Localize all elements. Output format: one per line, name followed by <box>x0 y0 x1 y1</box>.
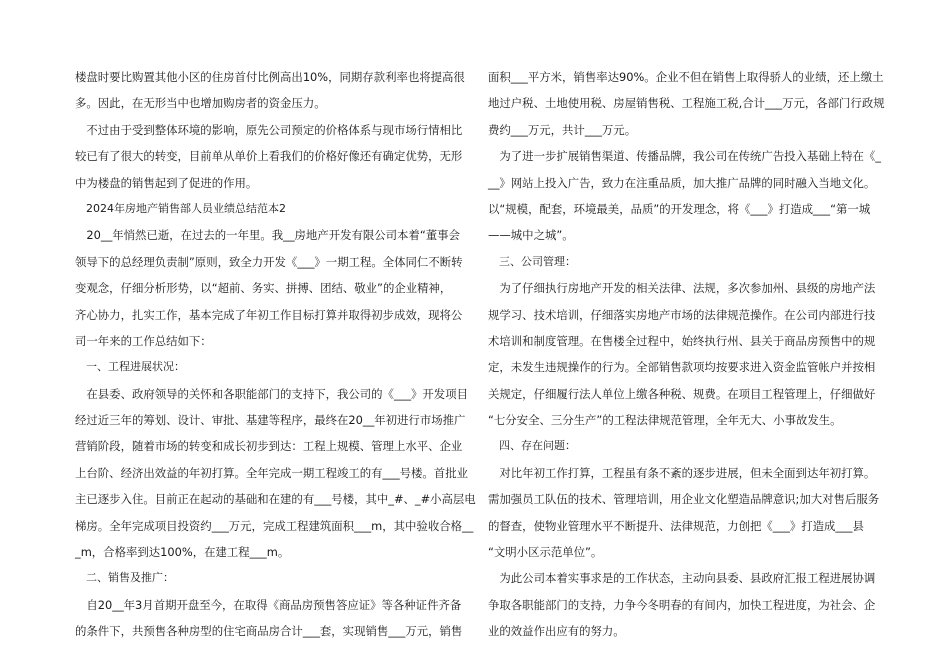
text-line: 为了进一步扩展销售渠道、传播品牌，我公司在传统广告投入基础上特在《_ <box>488 149 881 164</box>
text-line: 争取各职能部门的支持，力争今冬明春的有间内，加快工程进度，为社会、企 <box>488 597 876 612</box>
text-line: 较已有了很大的转变，目前单从单价上看我们的价格好像还有确定优势，无形 <box>75 149 463 164</box>
text-line: 营销阶段，随着市场的转变和成长初步到达：工程上规模、管理上水平、企业 <box>75 439 463 454</box>
text-line: 司一年来的工作总结如下： <box>75 333 212 348</box>
left-text-column <box>75 64 476 645</box>
text-line: __》网站上投入广告，致力在注重品质，加大推广品牌的同时融入当地文化。 <box>488 175 876 190</box>
text-line: 领导下的总经理负责制”原则，致全力开发《___》一期工程。全体同仁不断转 <box>75 254 463 269</box>
text-line: 中为楼盘的销售起到了促进的作用。 <box>75 175 258 190</box>
text-line: 的督查，使物业管理水平不断提升、法律规范，力创把《___》打造成___县 <box>488 518 864 533</box>
text-line: 楼盘时要比购置其他小区的住房首付比例高出10%，同期存款利率也将提高很 <box>75 70 465 84</box>
text-line: 自20__年3月首期开盘至今，在取得《商品房预售答应证》等各种证件齐备 <box>75 597 462 612</box>
text-line: 20__年悄然已逝，在过去的一年里。我__房地产开发有限公司本着“董事会 <box>75 228 460 243</box>
text-line: 梯房。全年完成项目投资约___万元，完成工程建筑面积___m，其中验收合格__ <box>75 518 474 533</box>
text-line: 经过近三年的筹划、设计、审批、基建等程序，最终在20__年初进行市场推广 <box>75 413 466 428</box>
section-heading: 一、工程进展状况： <box>75 360 185 374</box>
text-line: 业的效益作出应有的努力。 <box>488 624 625 639</box>
text-line: 以“规模，配套，环境最美，品质”的开发理念，将《___》打造成___“第一城 <box>488 201 871 216</box>
text-line: 定，未发生违规操作的行为。全部销售款项均按要求进入资金监管帐户并按相 <box>488 360 876 375</box>
text-line: 主已逐步入住。目前正在起动的基础和在建的有___号楼，其中_#、_#小高层电 <box>75 492 476 507</box>
text-line: ——城中之城”。 <box>488 228 574 243</box>
text-line: 费约___万元，共计___万元。 <box>488 122 637 137</box>
text-line: 术培训和制度管理。在售楼全过程中，始终执行州、县关于商品房预售中的规 <box>488 333 876 348</box>
text-line: “七分安全、三分生产”的工程法律规范管理，全年无大、小事故发生。 <box>488 413 842 428</box>
text-line: _m，合格率到达100%，在建工程___m。 <box>75 545 290 560</box>
text-line: 的条件下，共预售各种房型的住宅商品房合计___套，实现销售___万元，销售 <box>75 624 463 639</box>
text-line: 为了仔细执行房地产开发的相关法律、法规，多次参加州、县级的房地产法 <box>488 281 876 296</box>
section-heading: 四、存在问题： <box>488 439 576 453</box>
document-title: 2024年房地产销售部人员业绩总结范本2 <box>75 201 286 215</box>
text-line: 关规定，仔细履行法人单位上缴各种税、规费。在项目工程管理上，仔细做好 <box>488 386 876 401</box>
text-line: 多。因此，在无形当中也增加购房者的资金压力。 <box>75 96 326 111</box>
text-line: 规学习、技术培训，仔细落实房地产市场的法律规范操作。在公司内部进行技 <box>488 307 876 322</box>
text-line: 变观念，仔细分析形势，以“超前、务实、拼搏、团结、敬业”的企业精神， <box>75 281 452 296</box>
section-heading: 二、销售及推广： <box>75 571 174 585</box>
text-line: 上台阶、经济出效益的年初打算。全年完成一期工程竣工的有___号楼。首批业 <box>75 465 468 480</box>
text-line: 需加强员工队伍的技术、管理培训，用企业文化塑造品牌意识;加大对售后服务 <box>488 492 880 507</box>
text-line: “文明小区示范单位”。 <box>488 545 603 560</box>
section-heading: 三、公司管理： <box>488 254 576 268</box>
text-line: 对比年初工作打算，工程虽有条不紊的逐步进展，但未全面到达年初打算。 <box>488 465 876 480</box>
text-line: 在县委、政府领导的关怀和各职能部门的支持下，我公司的《___》开发项目 <box>75 386 468 401</box>
right-text-column <box>488 64 885 645</box>
text-line: 不过由于受到整体环境的影响，原先公司预定的价格体系与现市场行情相比 <box>75 122 463 137</box>
text-line: 地过户税、土地使用税、房屋销售税、工程施工税,合计___万元，各部门行政规 <box>488 96 885 111</box>
text-line: 面积___平方米，销售率达90%。企业不但在销售上取得骄人的业绩，还上缴土 <box>488 70 884 84</box>
text-line: 为此公司本着实事求是的工作状态，主动向县委、县政府汇报工程进展协调 <box>488 571 876 586</box>
text-line: 齐心协力，扎实工作，基本完成了年初工作目标打算并取得初步成效，现将公 <box>75 307 463 322</box>
